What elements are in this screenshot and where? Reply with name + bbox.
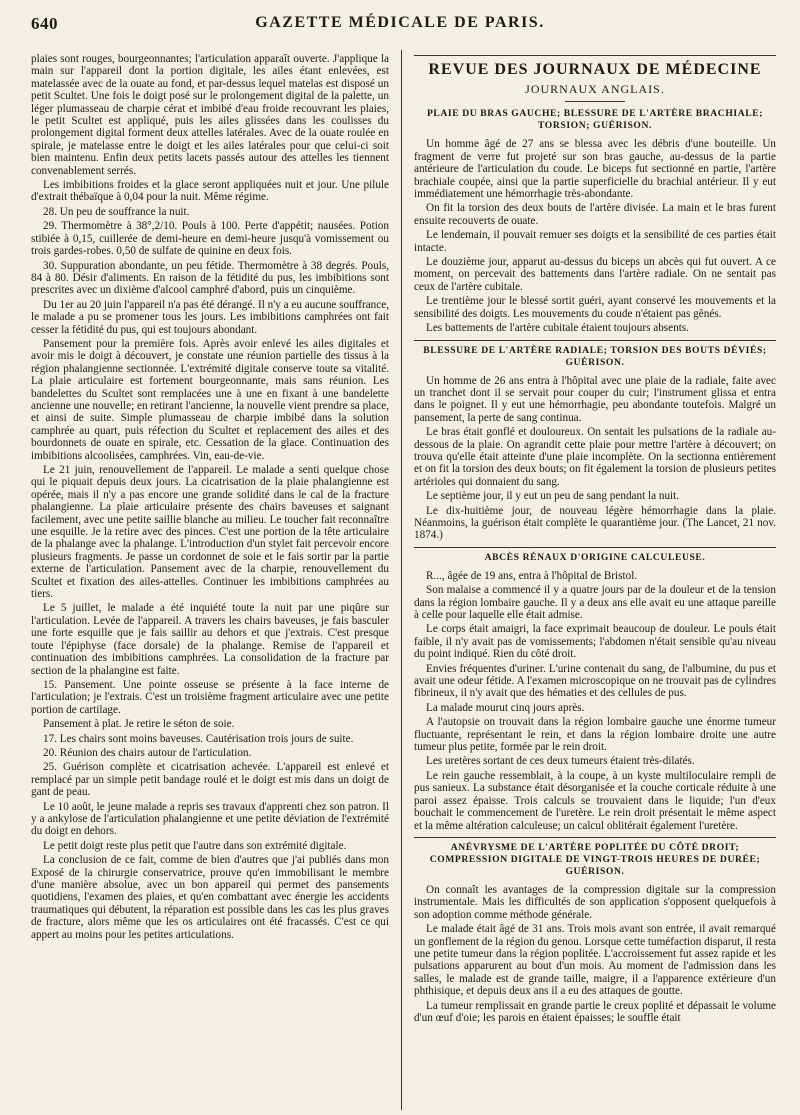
running-title: GAZETTE MÉDICALE DE PARIS.	[255, 14, 545, 31]
section-paragraph: Un homme de 26 ans entra à l'hôpital avec une plaie de la radiale, faite avec un tranchet dont il se servait pour couper du cuir; l'instrument glissa et entra dans le poignet. Il y eut une hémorrhagie, peu abondante toutefois. Malgré un pansement, la perte de sang continua.	[414, 374, 776, 424]
left-paragraph: Le 10 août, le jeune malade a repris ses travaux d'apprenti chez son patron. Il y a ankylose de l'articulation phalangienne et une petite déviation de l'extrémité du doigt en dehors.	[31, 800, 389, 838]
review-title: REVUE DES JOURNAUX DE MÉDECINE	[414, 55, 776, 79]
section-paragraph: On fit la torsion des deux bouts de l'artère divisée. La main et le bras furent ensuite recouverts de ouate.	[414, 202, 776, 227]
section-paragraph: Le septième jour, il y eut un peu de sang pendant la nuit.	[426, 490, 680, 503]
left-paragraph: 29. Thermomètre à 38°,2/10. Pouls à 100. Perte d'appétit; nausées. Potion stibiée à 0,15, cuillerée de demi-heure en demi-heure jusqu'à vomissement ou trois gardes-robes. 0,50 de sulfate de quinine en deux fois.	[31, 220, 389, 258]
section-paragraph: Le dix-huitième jour, de nouveau légère hémorrhagie dans la plaie. Néanmoins, la guérison était complète le quarantième jour. (The Lancet, 21 nov. 1874.)	[414, 504, 776, 542]
left-paragraph: 28. Un peu de souffrance la nuit.	[43, 205, 190, 218]
left-paragraph: La conclusion de ce fait, comme de bien d'autres que j'ai publiés dans mon Exposé de la chirurgie conservatrice, prouve qu'en immobilisant le membre d'une manière absolue, avec un bon appareil qui permet des pansements quotidiens, l'examen des plaies, et qu'en combattant avec énergie les accidents traumatiques qui débutent, la réparation est possible dans les cas les plus graves de fracture, alors même que les os articulaires ont été fracassés. C'est ce qui appert au moins pour les petites articulations.	[31, 854, 389, 941]
left-paragraph: Pansement à plat. Je retire le séton de soie.	[43, 718, 235, 731]
section-paragraph: La tumeur remplissait en grande partie le creux poplité et dépassait le volume d'un œuf d'oie; les parois en étaient épaisses; le souffle était	[414, 999, 776, 1024]
left-paragraph: Les imbibitions froides et la glace seront appliquées nuit et jour. Une pilule d'extrait thébaïque à 0,04 pour la nuit. Même régime.	[31, 179, 389, 204]
left-paragraph: 30. Suppuration abondante, un peu fétide. Thermomètre à 38 degrés. Pouls, 84 à 80. Désir d'aliments. En raison de la fétidité du pus, les imbibitions sont prescrites avec un dixième d'alcool camphré d'abord, puis un cinquième.	[31, 259, 389, 297]
left-paragraph: Le petit doigt reste plus petit que l'autre dans son extrémité digitale.	[43, 839, 347, 852]
review-section	[414, 345, 776, 548]
section-rule	[414, 340, 776, 341]
left-column	[31, 53, 389, 1111]
section-paragraph: Le bras était gonflé et douloureux. On sentait les pulsations de la radiale au-dessous de la plaie. On agrandit cette plaie pour mettre l'artère à découvert; on trouva qu'elle était atteinte d'une plaie incomplète. On la sectionna entièrement et on fit la torsion des deux bouts; on fit également la torsion de plusieurs petites artérioles qui donnaient du sang.	[414, 426, 776, 488]
left-paragraph: 20. Réunion des chairs autour de l'articulation.	[43, 746, 252, 759]
left-paragraph: 17. Les chairs sont moins baveuses. Cautérisation trois jours de suite.	[43, 732, 354, 745]
column-divider	[401, 50, 402, 1110]
left-paragraph: 15. Pansement. Une pointe osseuse se présente à la face interne de l'articulation; je l'extrais. C'est un troisième fragment articulaire avec une petite portion de cartilage.	[31, 678, 389, 716]
left-paragraph: plaies sont rouges, bourgeonnantes; l'articulation apparaît ouverte. J'applique la main sur l'appareil dont la portion digitale, les ailes étant enlevées, est matelassée avec de la ouate au fond, et par-dessus lequel matelas est disposé un petit Scultet. Une fois le doigt posé sur le prolongement digital de la palette, un léger plumasseau de charpie cérat et imbibé d'eau froide recouvrant les plaies, le petit Scultet est appliqué, puis les ailes glissées dans les coulisses du prolongement digital forment deux attelles latérales. Avec de la ouate roulée en spirale, je matelasse entre le doigt et les ailes latérales pour que celui-ci soit bien maintenu. Enfin deux petits lacets passés autour des attelles les tiennent convenablement serrés.	[31, 53, 389, 177]
section-heading: ANÉVRYSME DE L'ARTÈRE POPLITÉE DU CÔTÉ DROIT; COMPRESSION DIGITALE DE VINGT-TROIS HEURES DE DURÉE; GUÉRISON.	[429, 841, 761, 877]
section-paragraph: Le lendemain, il pouvait remuer ses doigts et la sensibilité de ces parties était intacte.	[414, 229, 776, 254]
review-section	[414, 108, 776, 340]
section-heading: PLAIE DU BRAS GAUCHE; BLESSURE DE L'ARTÈRE BRACHIALE; TORSION; GUÉRISON.	[426, 108, 764, 132]
left-paragraph: Pansement pour la première fois. Après avoir enlevé les ailes digitales et avoir mis le doigt à découvert, je constate une réunion partielle des tissus à la région phalangienne sectionnée. L'extrémité digitale conserve toute sa vitalité. La plaie articulaire est fortement bourgeonnante, mais sans réunion. Les bandelettes du Scultet sont remplacées une à une en fixant à une bandelette ancienne une nouvelle; en retirant l'ancienne, la nouvelle vient prendre sa place, et ainsi de suite. Simple plumasseau de charpie imbibé dans la solution camphrée au quart, puis réfection du Scultet et replacement des ailes et des bourdonnets de ouate en spirale, etc. Cessation de la glace. Continuation des imbibitions alcoolisées, camphrées. Vin, eau-de-vie.	[31, 337, 389, 462]
section-paragraph: On connaît les avantages de la compression digitale sur la compression instrumentale. Mais les difficultés de son application s'opposent quelquefois à son adoption comme méthode générale.	[414, 883, 776, 921]
section-paragraph: Le corps était amaigri, la face exprimait beaucoup de douleur. Le pouls était faible, il n'y avait pas de vomissements; l'abdomen n'était sensible qu'au niveau du point indiqué. Rien du côté droit.	[414, 623, 776, 661]
section-paragraph: Le douzième jour, apparut au-dessus du biceps un abcès qui fut ouvert. A ce moment, on percevait des battements dans l'artère radiale. On ne sentait pas ceux de l'artère cubitale.	[414, 256, 776, 293]
right-column	[414, 53, 776, 1111]
section-paragraph: Envies fréquentes d'uriner. L'urine contenait du sang, de l'albumine, du pus et avait une odeur fétide. A l'examen microscopique on ne trouvait pas de cylindres fibrineux, il n'y avait que des hématies et des cellules de pus.	[414, 662, 776, 700]
left-paragraph: 25. Guérison complète et cicatrisation achevée. L'appareil est enlevé et remplacé par un simple petit bandage roulé et le doigt est mis dans un doigt de gant de peau.	[31, 761, 389, 799]
review-section	[414, 552, 776, 838]
section-paragraph: Son malaise a commencé il y a quatre jours par de la douleur et de la tension dans la région lombaire gauche. Il y a deux ans elle avait eu une attaque pareille à celle pour laquelle elle était admise.	[414, 584, 776, 621]
section-rule	[414, 547, 776, 548]
left-paragraph: Le 5 juillet, le malade a été inquiété toute la nuit par une piqûre sur l'articulation. Levée de l'appareil. A travers les chairs baveuses, je fais basculer une forte esquille que je fais saillir au dehors et que j'extrais. C'est presque toute l'épiphyse (face dorsale) de la phalange. Remise de l'appareil et continuation des imbibitions camphrées. La consolidation de la fracture par section de la phalangine est faite.	[31, 602, 389, 677]
section-paragraph: Le malade était âgé de 31 ans. Trois mois avant son entrée, il avait remarqué un gonflement de la région du genou. Lorsque cette tuméfaction disparut, il resta une petite tumeur dans la région poplitée. L'accroissement fut assez rapide et les pulsations apparurent au bout d'un mois. Au moment de l'admission dans les salles, le malade est de grande taille, maigre, il a l'apparence extérieure d'un phthisique, et depuis deux ans il a eu des attaques de goutte.	[414, 923, 776, 998]
section-paragraph: Les uretères sortant de ces deux tumeurs étaient très-dilatés.	[426, 755, 695, 768]
review-sections	[414, 108, 776, 1024]
section-paragraph: Le rein gauche ressemblait, à la coupe, à un kyste multiloculaire rempli de pus sanieux. La substance était désorganisée et la couche corticale réduite à une paroi assez épaisse. Trois calculs se trouvaient dans le liquide; l'un d'eux bouchait le commencement de l'uretère. Le rein droit présentait le même aspect et la même altération calculeuse; un calcul oblitérait également l'uretère.	[414, 769, 776, 832]
left-paragraph: Le 21 juin, renouvellement de l'appareil. Le malade a senti quelque chose qui le piquait depuis deux jours. La cicatrisation de la plaie phalangienne est opérée, mais il n'y a pas encore une grande solidité dans le cal de la fracture phalangienne. La plaie articulaire présente des chairs baveuses et saignant facilement, avec une petite saillie blanche au milieu. Le toucher fait reconnaître une esquille. Je la retire avec des pinces. C'est une portion de la tête articulaire de la phalange avec la phalange. L'introduction d'un stylet fait percevoir encore plusieurs fragments. Je passe un cordonnet de soie et le fais sortir par la partie externe de l'articulation. Pansement avec de la charpie, renouvellement du Scultet et fixation des ailes-attelles. Continuer les imbibitions camphrées au tiers.	[31, 464, 389, 601]
review-section	[414, 842, 776, 1024]
title-rule	[565, 101, 625, 102]
section-paragraph: A l'autopsie on trouvait dans la région lombaire gauche une énorme tumeur fluctuante, représentant le rein, et dans la région lombaire droite une autre tumeur plus petite, formée par le rein droit.	[414, 716, 776, 754]
section-paragraph: La malade mourut cinq jours après.	[426, 701, 585, 714]
left-paragraph: Du 1er au 20 juin l'appareil n'a pas été dérangé. Il n'y a eu aucune souffrance, le malade a pu se promener tous les jours. Les imbibitions camphrées ont fait cesser la fétidité du pus, qui est toujours abondant.	[31, 298, 389, 336]
section-paragraph: Un homme âgé de 27 ans se blessa avec les débris d'une bouteille. Un fragment de verre fut projeté sur son bras gauche, au-dessus de la partie antérieure de l'articulation du coude. Le biceps fut sectionné en partie, l'artère brachiale coupée, ainsi que la partie superficielle du brachial antérieur. Il y eut immédiatement une hémorrhagie très-abondante.	[414, 138, 776, 201]
section-rule	[414, 837, 776, 838]
section-heading: ABCÈS RÉNAUX D'ORIGINE CALCULEUSE.	[484, 551, 706, 563]
page-number: 640	[31, 14, 58, 33]
section-paragraph: Les battements de l'artère cubitale étaient toujours absents.	[426, 322, 689, 335]
page-header	[0, 0, 800, 38]
review-subtitle: JOURNAUX ANGLAIS.	[525, 82, 665, 96]
section-heading: BLESSURE DE L'ARTÈRE RADIALE; TORSION DES BOUTS DÉVIÉS; GUÉRISON.	[423, 344, 767, 368]
section-paragraph: R..., âgée de 19 ans, entra à l'hôpital de Bristol.	[426, 569, 638, 582]
section-paragraph: Le trentième jour le blessé sortit guéri, ayant conservé les mouvements et la sensibilité des doigts. Les mouvements du coude n'étaient pas gênés.	[414, 295, 776, 320]
